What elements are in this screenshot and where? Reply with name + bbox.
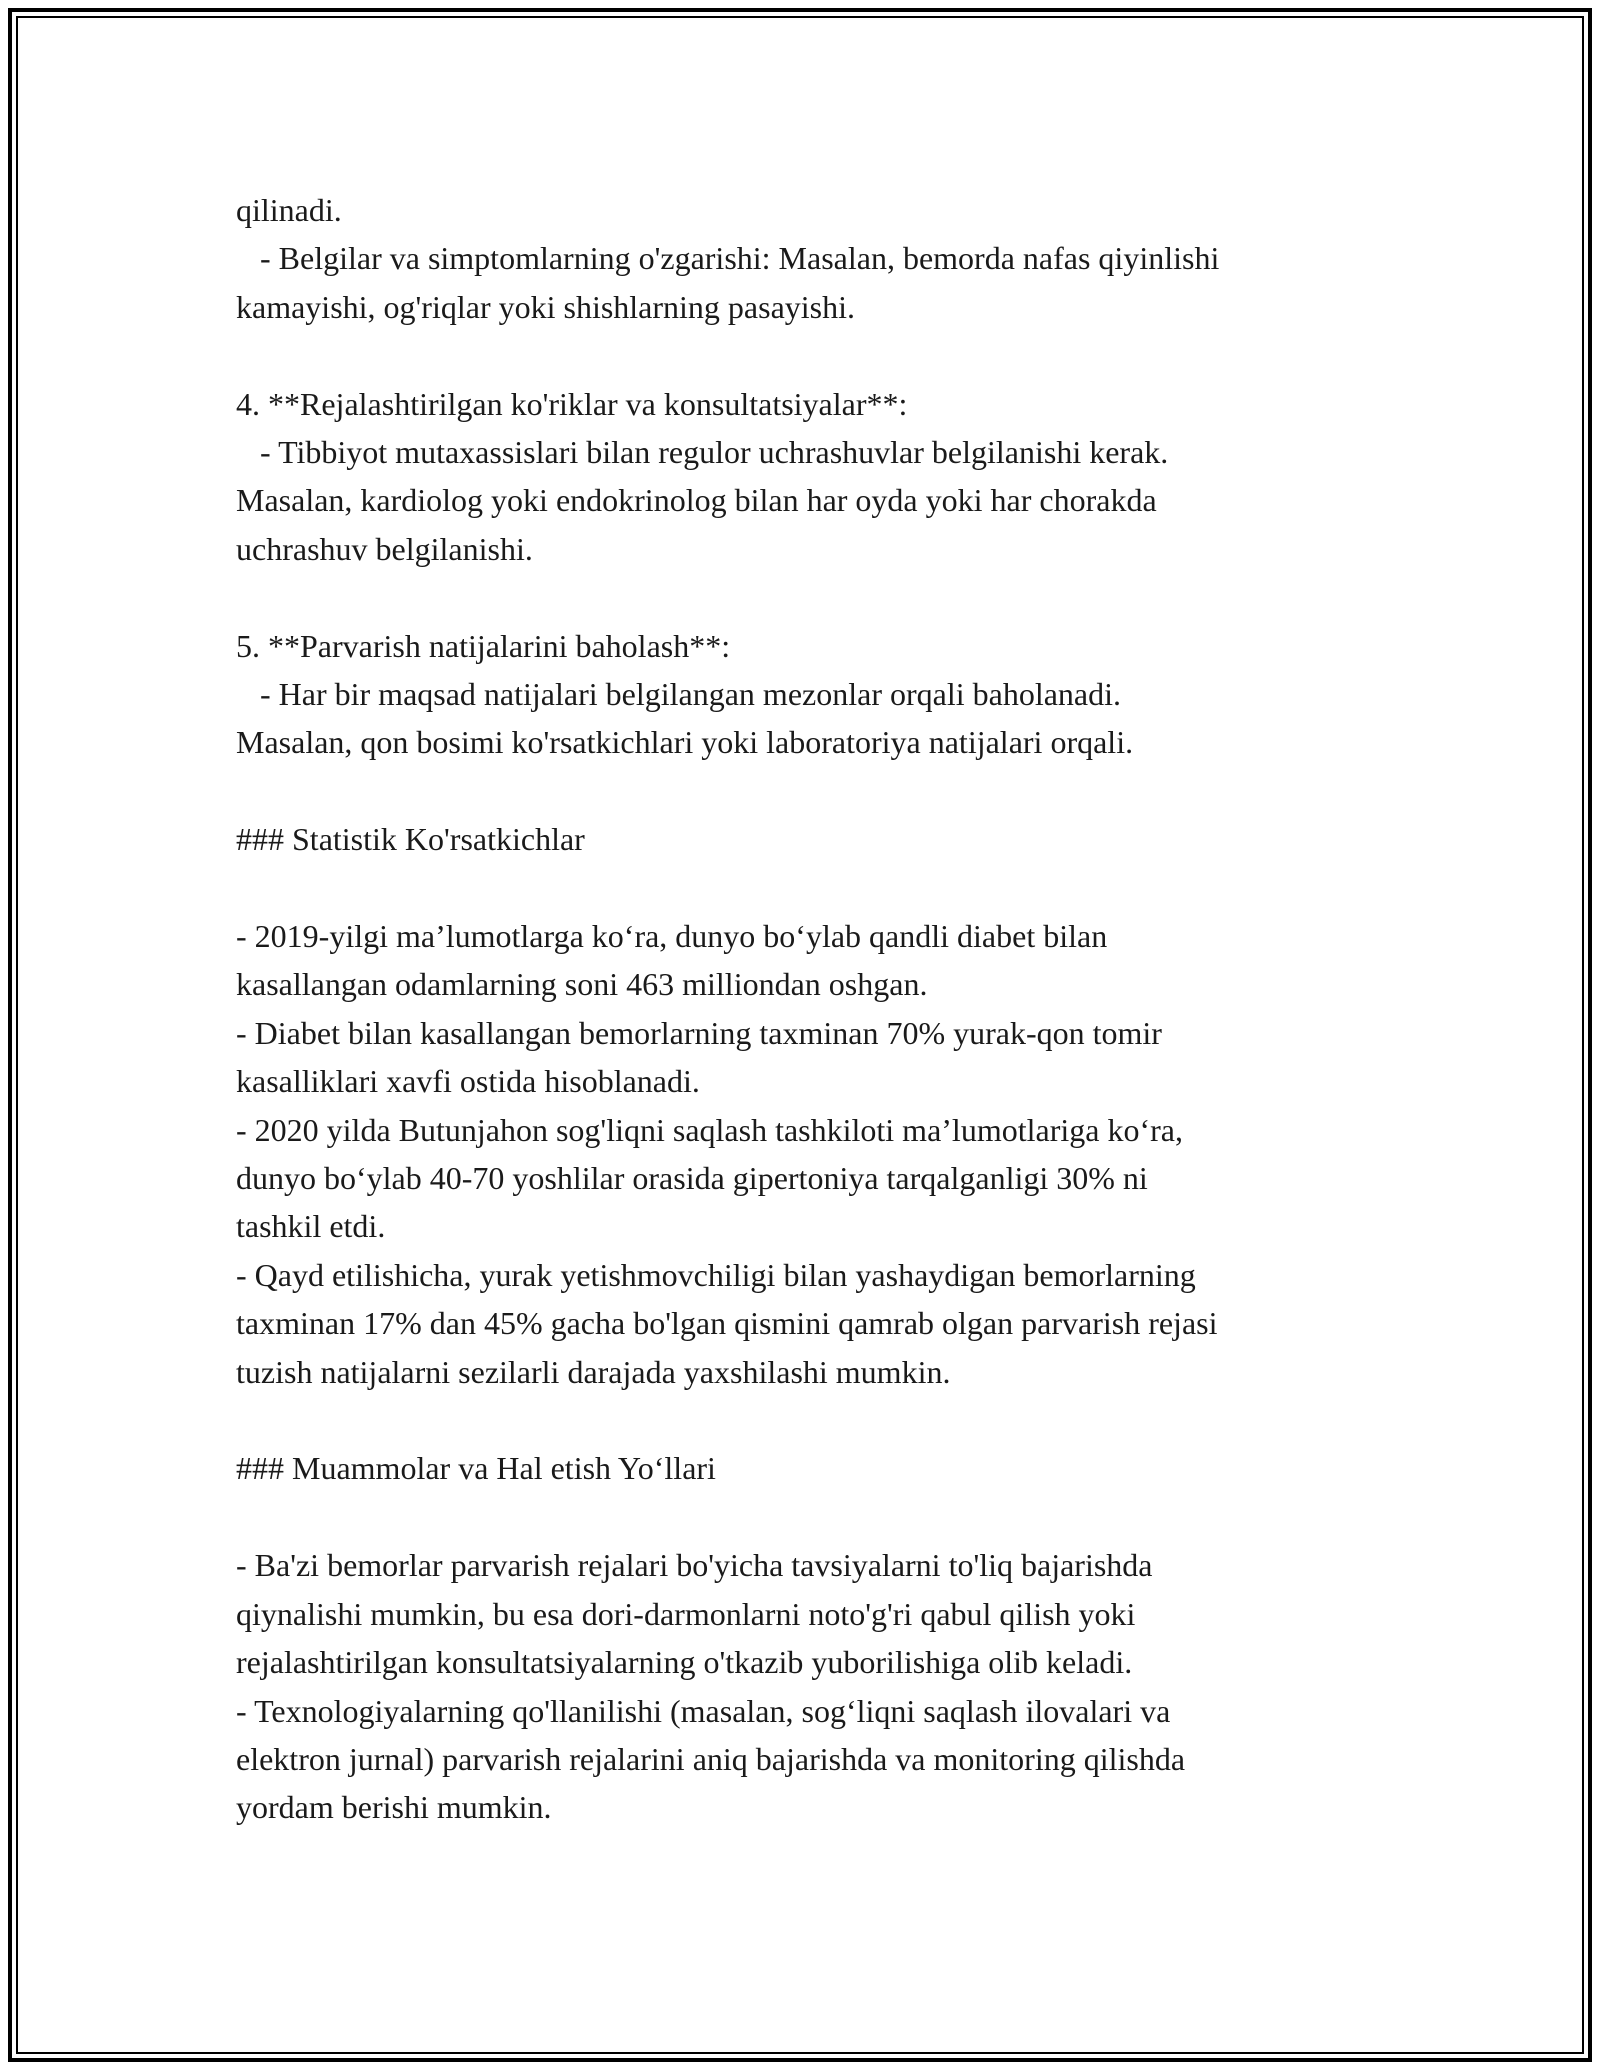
text-line: - 2020 yilda Butunjahon sog'liqni saqlash tashkiloti ma’lumotlariga ko‘ra, xyxy=(236,1111,1183,1148)
text-line: dunyo bo‘ylab 40-70 yoshlilar orasida gipertoniya tarqalganligi 30% ni xyxy=(236,1160,1148,1197)
text-line: qilinadi. xyxy=(236,192,342,228)
text-line: - Qayd etilishicha, yurak yetishmovchiligi bilan yashaydigan bemorlarning xyxy=(236,1256,1196,1293)
text-line: yordam berishi mumkin. xyxy=(236,1789,552,1826)
text-line: - Har bir maqsad natijalari belgilangan mezonlar orqali baholanadi. xyxy=(236,676,1121,713)
blank-line xyxy=(236,331,1396,379)
text-line: taxminan 17% dan 45% gacha bo'lgan qismini qamrab olgan parvarish rejasi xyxy=(236,1305,1218,1342)
text-line: kasalliklari xavfi ostida hisoblanadi. xyxy=(236,1063,700,1100)
text-line: - Texnologiyalarning qo'llanilishi (masalan, sog‘liqni saqlash ilovalari va xyxy=(236,1692,1171,1729)
section-heading: ### Muammolar va Hal etish Yo‘llari xyxy=(236,1450,716,1487)
text-line: qiynalishi mumkin, bu esa dori-darmonlarni noto'g'ri qabul qilish yoki xyxy=(236,1595,1136,1632)
text-line: tuzish natijalarni sezilarli darajada yaxshilashi mumkin. xyxy=(236,1353,951,1390)
text-line: - Tibbiyot mutaxassislari bilan regulor uchrashuvlar belgilanishi kerak. xyxy=(236,434,1169,471)
text-line: elektron jurnal) parvarish rejalarini aniq bajarishda va monitoring qilishda xyxy=(236,1740,1186,1777)
text-line: tashkil etdi. xyxy=(236,1208,386,1245)
text-line: - Ba'zi bemorlar parvarish rejalari bo'yicha tavsiyalarni to'liq bajarishda xyxy=(236,1547,1153,1584)
numbered-item-heading: 4. **Rejalashtirilgan ko'riklar va konsultatsiyalar**: xyxy=(236,385,908,422)
document-body xyxy=(236,186,1396,1832)
text-line: rejalashtirilgan konsultatsiyalarning o'tkazib yuborilishiga olib keladi. xyxy=(236,1644,1133,1681)
numbered-item-heading: 5. **Parvarish natijalarini baholash**: xyxy=(236,627,731,664)
blank-line xyxy=(236,573,1396,621)
blank-line xyxy=(236,864,1396,912)
text-line: Masalan, qon bosimi ko'rsatkichlari yoki laboratoriya natijalari orqali. xyxy=(236,724,1134,761)
text-line: - Diabet bilan kasallangan bemorlarning taxminan 70% yurak-qon tomir xyxy=(236,1014,1162,1051)
text-line: kasallangan odamlarning soni 463 milliondan oshgan. xyxy=(236,966,928,1003)
text-line: uchrashuv belgilanishi. xyxy=(236,530,533,567)
blank-line xyxy=(236,767,1396,815)
text-line: Masalan, kardiolog yoki endokrinolog bilan har oyda yoki har chorakda xyxy=(236,482,1157,519)
text-line: - 2019-yilgi ma’lumotlarga ko‘ra, dunyo bo‘ylab qandli diabet bilan xyxy=(236,918,1108,955)
text-line: kamayishi, og'riqlar yoki shishlarning pasayishi. xyxy=(236,288,856,325)
blank-line xyxy=(236,1493,1396,1541)
section-heading: ### Statistik Ko'rsatkichlar xyxy=(236,821,585,858)
text-line: - Belgilar va simptomlarning o'zgarishi: Masalan, bemorda nafas qiyinlishi xyxy=(236,240,1220,277)
blank-line xyxy=(236,1396,1396,1444)
